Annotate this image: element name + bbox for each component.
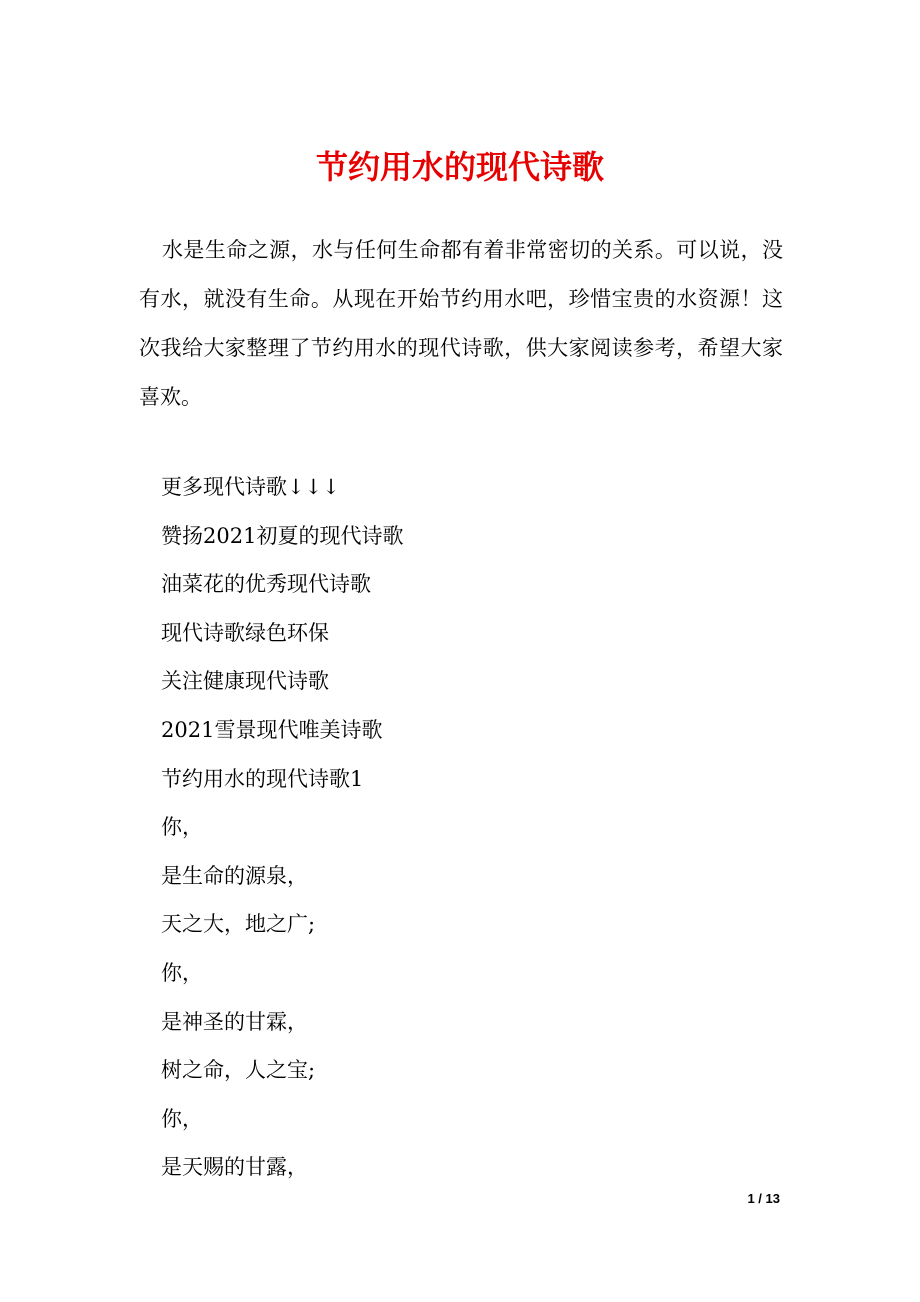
poem-line: 是生命的源泉， xyxy=(161,863,308,888)
more-poems-heading: 更多现代诗歌↓↓↓ xyxy=(161,475,340,499)
poem-line: 你， xyxy=(161,960,203,985)
related-link-1[interactable]: 赞扬2021初夏的现代诗歌 xyxy=(161,523,404,548)
poem-line: 你， xyxy=(161,815,203,840)
poem-heading: 节约用水的现代诗歌1 xyxy=(161,766,364,791)
related-link-5[interactable]: 2021雪景现代唯美诗歌 xyxy=(161,717,383,742)
intro-paragraph: 水是生命之源，水与任何生命都有着非常密切的关系。可以说，没有水，就没有生命。从现在开始节约用水吧，珍惜宝贵的水资源！这次我给大家整理了节约用水的现代诗歌，供大家阅读参考，希望大家喜欢。 xyxy=(139,238,783,409)
related-link-4[interactable]: 关注健康现代诗歌 xyxy=(161,669,329,694)
poem-line: 是神圣的甘霖， xyxy=(161,1009,308,1034)
poem-line: 天之大，地之广; xyxy=(161,912,316,937)
poem-line: 是天赐的甘露， xyxy=(161,1155,308,1180)
poem-line: 你， xyxy=(161,1106,203,1131)
related-link-3[interactable]: 现代诗歌绿色环保 xyxy=(161,620,329,645)
poem-line: 树之命，人之宝; xyxy=(161,1058,316,1083)
related-link-2[interactable]: 油菜花的优秀现代诗歌 xyxy=(161,572,371,597)
page-number: 1 / 13 xyxy=(747,1191,780,1206)
document-title: 节约用水的现代诗歌 xyxy=(315,148,604,186)
poem-lines xyxy=(161,463,781,1192)
